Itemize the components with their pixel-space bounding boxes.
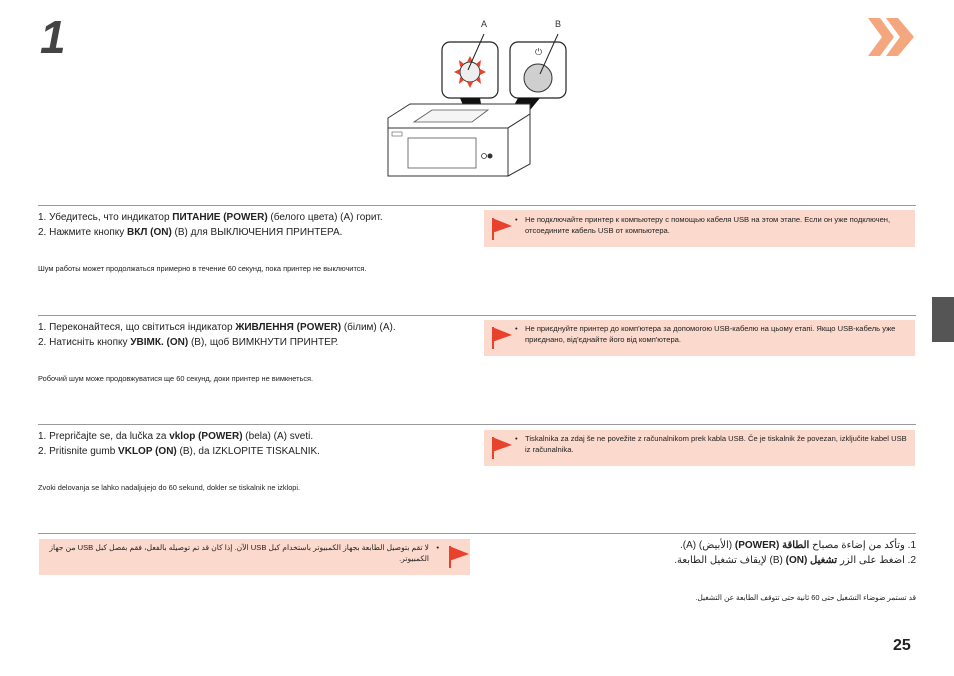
bullet: • <box>436 543 439 552</box>
caution-text: لا تقم بتوصيل الطابعة بجهاز الكمبيوتر باستخدام كبل USB الآن. إذا كان قد تم توصيله بالفعل، فقم بفصل كبل USB من جهاز الكمبيوتر. <box>49 543 429 563</box>
svg-text:⏻: ⏻ <box>535 48 543 58</box>
label-b: B <box>555 19 562 29</box>
steps-list <box>38 210 478 240</box>
next-arrows-icon <box>868 18 916 56</box>
step-item: 2. اضغط على الزر تشغيل (ON) (B) لإيقاف تشغيل الطابعة. <box>674 555 916 566</box>
section-divider <box>38 533 916 534</box>
caution-flag-icon <box>490 218 514 240</box>
page-number: 25 <box>893 637 911 654</box>
caution-box <box>484 210 915 247</box>
side-tab <box>932 297 954 342</box>
bullet: • <box>515 434 518 443</box>
steps-list <box>476 538 916 568</box>
section-divider <box>38 315 916 316</box>
section-divider <box>38 205 916 206</box>
caution-text: Не подключайте принтер к компьютеру с помощью кабеля USB на этом этапе. Если он уже подключен, отсоедините кабель USB от компьютера. <box>525 215 891 235</box>
caution-text: Не приєднуйте принтер до комп'ютера за допомогою USB-кабелю на цьому етапі. Якщо USB-кабель уже приєднано, від'єднайте його від комп'ютера. <box>525 324 896 344</box>
caution-box <box>484 320 915 356</box>
note-text: Zvoki delovanja se lahko nadaljujejo do 60 sekund, dokler se tiskalnik ne izklopi. <box>38 483 301 492</box>
note-text: قد تستمر ضوضاء التشغيل حتى 60 ثانية حتى تتوقف الطابعة عن التشغيل. <box>695 593 916 602</box>
step-item: 2. Pritisnite gumb VKLOP (ON) (B), da IZKLOPITE TISKALNIK. <box>38 446 320 457</box>
section-divider <box>38 424 916 425</box>
printer-drawing <box>380 14 570 196</box>
bullet: • <box>515 324 518 333</box>
step-item: 1. Убедитесь, что индикатор ПИТАНИЕ (POWER) (белого цвета) (A) горит. <box>38 212 383 223</box>
caution-box <box>484 430 915 466</box>
note-text: Шум работы может продолжаться примерно в течение 60 секунд, пока принтер не выключится. <box>38 264 367 273</box>
bullet: • <box>515 215 518 224</box>
caution-flag-icon <box>490 437 514 459</box>
caution-flag-icon <box>490 327 514 349</box>
caution-flag-icon <box>447 546 471 568</box>
caution-text: Tiskalnika za zdaj še ne povežite z računalnikom prek kabla USB. Če je tiskalnik že povezan, izključite kabel USB iz računalnika. <box>525 434 907 454</box>
step-item: 1. Prepričajte se, da lučka za vklop (POWER) (bela) (A) sveti. <box>38 431 314 442</box>
steps-list <box>38 320 478 350</box>
steps-list <box>38 429 478 459</box>
step-item: 2. Нажмите кнопку ВКЛ (ON) (B) для ВЫКЛЮЧЕНИЯ ПРИНТЕРА. <box>38 227 343 238</box>
step-item: 1. Переконайтеся, що світиться індикатор ЖИВЛЕННЯ (POWER) (білим) (A). <box>38 322 396 333</box>
caution-box <box>39 539 470 575</box>
step-item: 1. وتأكد من إضاءة مصباح الطاقة (POWER) (الأبيض) (A). <box>679 540 916 551</box>
step-number: 1 <box>40 11 66 63</box>
note-text: Робочий шум може продовжуватися ще 60 секунд, доки принтер не вимкнеться. <box>38 374 314 383</box>
step-item: 2. Натисніть кнопку УВІМК. (ON) (B), щоб ВИМКНУТИ ПРИНТЕР. <box>38 337 339 348</box>
printer-illustration <box>380 14 570 196</box>
label-a: A <box>481 19 488 29</box>
